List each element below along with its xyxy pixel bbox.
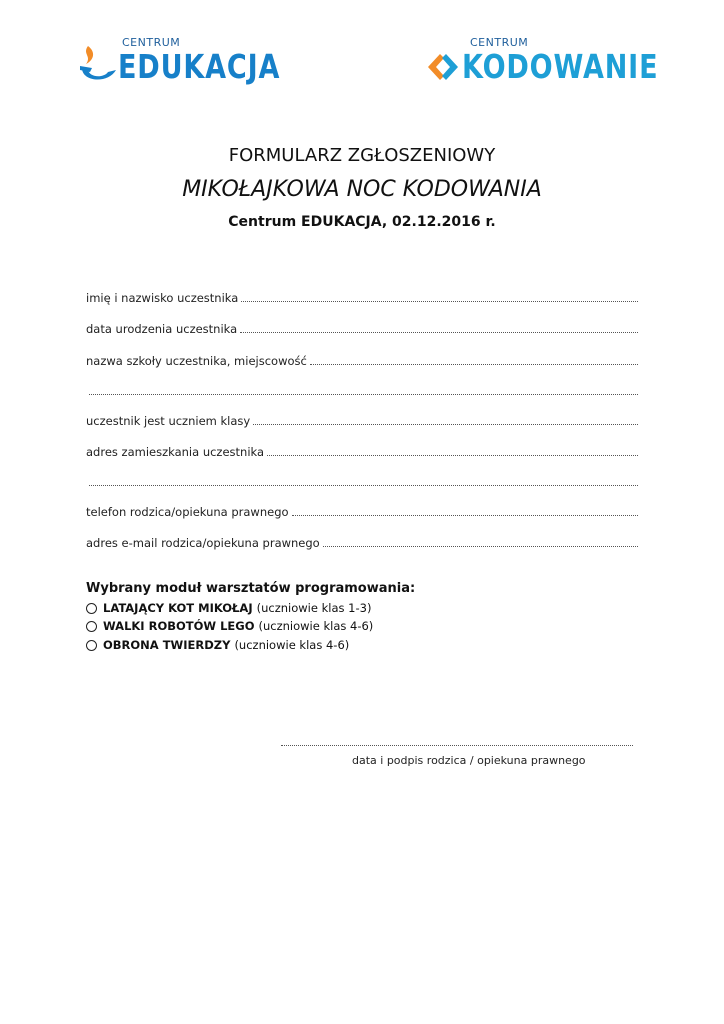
- module-name: WALKI ROBOTÓW LEGO: [103, 619, 255, 633]
- field-label: telefon rodzica/opiekuna prawnego: [86, 505, 289, 519]
- module-name: LATAJĄCY KOT MIKOŁAJ: [103, 601, 253, 615]
- flame-lamp-icon: [78, 42, 118, 88]
- fill-line[interactable]: [267, 455, 638, 456]
- field-label: imię i nazwisko uczestnika: [86, 291, 239, 305]
- place-date: Centrum EDUKACJA, 02.12.2016 r.: [228, 214, 496, 230]
- logo-kodowanie-big: KODOWANIE: [462, 47, 659, 86]
- field-label: nazwa szkoły uczestnika, miejscowość: [86, 354, 307, 368]
- logo-kodowanie-small: CENTRUM: [470, 36, 529, 49]
- logo-edukacja-small: CENTRUM: [122, 36, 181, 49]
- module-option-latajacy-kot[interactable]: [86, 599, 371, 617]
- field-participant-name[interactable]: [86, 287, 638, 305]
- fill-line[interactable]: [89, 394, 638, 395]
- module-name: OBRONA TWIERDZY: [103, 638, 231, 652]
- form-title: FORMULARZ ZGŁOSZENIOWY: [228, 145, 496, 166]
- fill-line[interactable]: [240, 332, 638, 333]
- field-label: adres zamieszkania uczestnika: [86, 445, 265, 459]
- fill-line[interactable]: [310, 364, 638, 365]
- field-address[interactable]: [86, 441, 638, 459]
- field-school-continued[interactable]: [86, 380, 638, 398]
- radio-button[interactable]: [86, 603, 97, 614]
- module-option-obrona-twierdzy[interactable]: [86, 636, 349, 654]
- module-option-walki-robotow[interactable]: [86, 617, 373, 635]
- centrum-kodowanie-logo: [426, 34, 659, 90]
- field-birth-date[interactable]: [86, 318, 638, 336]
- signature-line[interactable]: [281, 745, 633, 746]
- radio-button[interactable]: [86, 621, 97, 632]
- fill-line[interactable]: [89, 485, 638, 486]
- centrum-edukacja-logo: [78, 34, 283, 90]
- field-label: uczestnik jest uczniem klasy: [86, 414, 251, 428]
- field-guardian-email[interactable]: [86, 532, 638, 550]
- field-guardian-phone[interactable]: [86, 501, 638, 519]
- field-address-continued[interactable]: [86, 471, 638, 489]
- fill-line[interactable]: [323, 546, 638, 547]
- modules-heading: Wybrany moduł warsztatów programowania:: [86, 581, 416, 596]
- field-label: adres e-mail rodzica/opiekuna prawnego: [86, 536, 320, 550]
- module-note: (uczniowie klas 4-6): [258, 619, 374, 633]
- field-class[interactable]: [86, 410, 638, 428]
- code-brackets-icon: [426, 50, 460, 84]
- field-school[interactable]: [86, 350, 638, 368]
- radio-button[interactable]: [86, 640, 97, 651]
- fill-line[interactable]: [292, 515, 638, 516]
- module-note: (uczniowie klas 1-3): [256, 601, 372, 615]
- event-title: MIKOŁAJKOWA NOC KODOWANIA: [182, 177, 542, 202]
- fill-line[interactable]: [241, 301, 638, 302]
- signature-label: data i podpis rodzica / opiekuna prawnego: [352, 754, 586, 767]
- module-note: (uczniowie klas 4-6): [234, 638, 350, 652]
- field-label: data urodzenia uczestnika: [86, 322, 238, 336]
- logo-edukacja-big: EDUKACJA: [118, 47, 281, 86]
- fill-line[interactable]: [253, 424, 638, 425]
